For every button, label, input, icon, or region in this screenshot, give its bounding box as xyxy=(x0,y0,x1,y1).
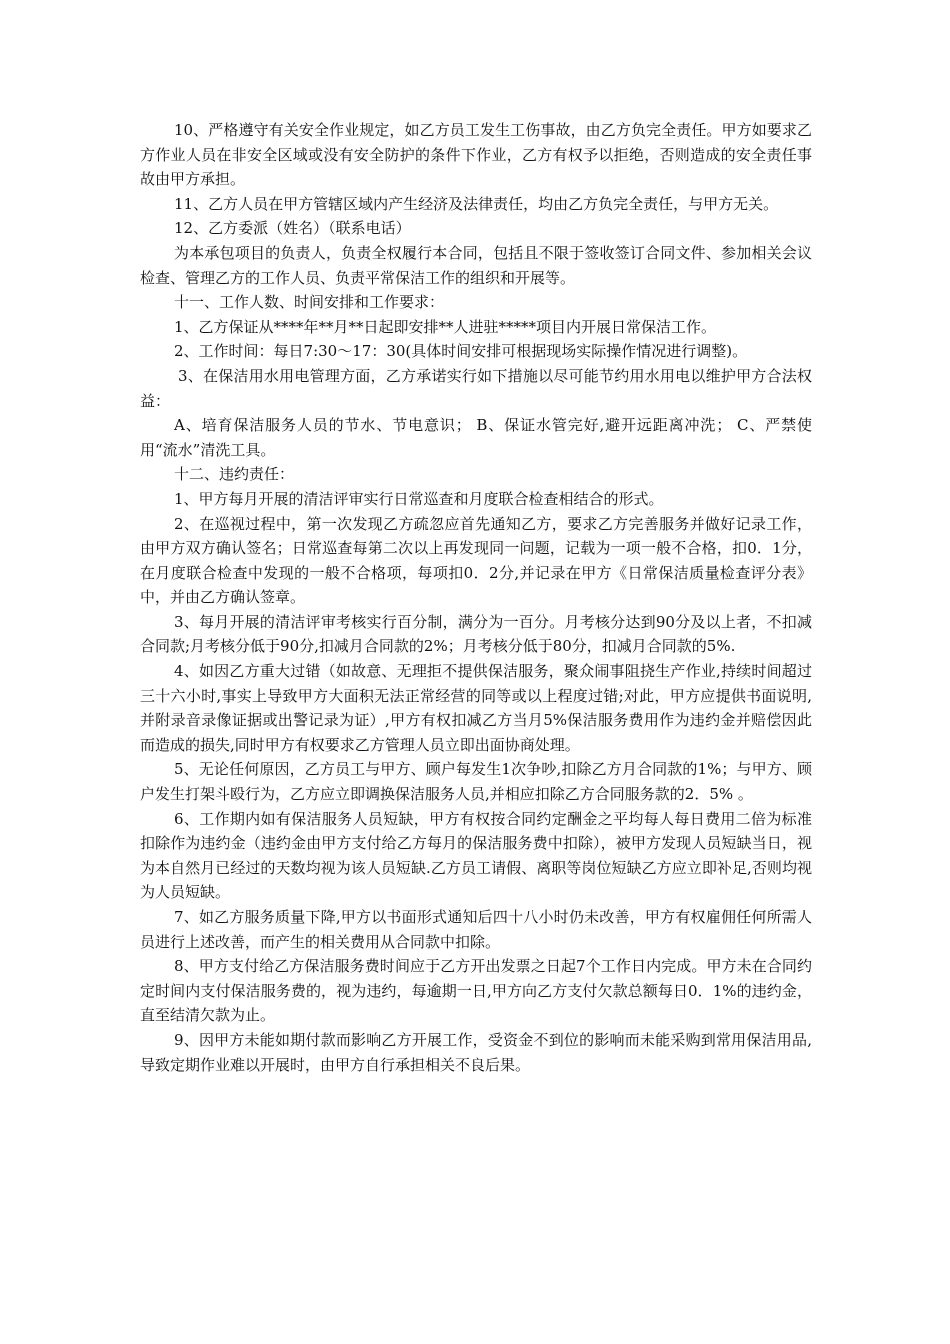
document-body xyxy=(140,118,812,1077)
section-11-item-3-measures: A、培育保洁服务人员的节水、节电意识； B、保证水管完好,避开远距离冲洗； C、严禁使用“流水”清洗工具。 xyxy=(140,416,812,459)
section-12-heading: 十二、违约责任： xyxy=(174,465,295,484)
section-12-item-8: 8、甲方支付给乙方保洁服务费时间应于乙方开出发票之日起7个工作日内完成。甲方未在合同约定时间内支付保洁服务费的，视为违约，每逾期一日,甲方向乙方支付欠款总额每日0．1%的违约金，直至结清欠款为止。 xyxy=(140,957,812,1025)
section-12-item-6: 6、工作期内如有保洁服务人员短缺，甲方有权按合同约定酬金之平均每人每日费用二倍为标准扣除作为违约金（违约金由甲方支付给乙方每月的保洁服务费中扣除），被甲方发现人员短缺当日，视为本自然月已经过的天数均视为该人员短缺.乙方员工请假、离职等岗位短缺乙方应立即补足,否则均视为人员短缺。 xyxy=(140,809,812,902)
clause-10-safety: 10、严格遵守有关安全作业规定，如乙方员工发生工伤事故，由乙方负完全责任。甲方如要求乙方作业人员在非安全区域或没有安全防护的条件下作业，乙方有权予以拒绝，否则造成的安全责任事故由甲方承担。 xyxy=(140,121,812,189)
section-12-item-5: 5、无论任何原因，乙方员工与甲方、顾户每发生1次争吵,扣除乙方月合同款的1%；与甲方、顾户发生打架斗殴行为，乙方应立即调换保洁服务人员,并相应扣除乙方合同服务款的2．5% 。 xyxy=(140,760,812,804)
section-12-item-3: 3、每月开展的清洁评审考核实行百分制，满分为一百分。月考核分达到90分及以上者，不扣减合同款;月考核分低于90分,扣减月合同款的2%；月考核分低于80分，扣减月合同款的5%. xyxy=(140,612,812,656)
clause-11-liability: 11、乙方人员在甲方管辖区域内产生经济及法律责任，均由乙方负完全责任，与甲方无关。 xyxy=(174,194,779,213)
section-11-heading: 十一、工作人数、时间安排和工作要求： xyxy=(174,293,445,312)
clause-12-appointee: 12、乙方委派（姓名）（联系电话） xyxy=(174,219,411,238)
section-12-item-4: 4、如因乙方重大过错（如故意、无理拒不提供保洁服务，聚众闹事阻挠生产作业,持续时间超过三十六小时,事实上导致甲方大面积无法正常经营的同等或以上程度过错;对此，甲方应提供书面说明,并附录音录像证据或出警记录为证）,甲方有权扣减乙方当月5%保洁服务费用作为违约金并赔偿因此而造成的损失,同时甲方有权要求乙方管理人员立即出面协商处理。 xyxy=(140,662,812,754)
section-12-item-1: 1、甲方每月开展的清洁评审实行日常巡查和月度联合检查相结合的形式。 xyxy=(174,489,664,508)
section-12-item-2: 2、在巡视过程中，第一次发现乙方疏忽应首先通知乙方，要求乙方完善服务并做好记录工作，由甲方双方确认签名；日常巡查每第二次以上再发现同一问题，记载为一项一般不合格，扣0．1分，在月度联合检查中发现的一般不合格项，每项扣0．2分,并记录在甲方《日常保洁质量检查评分表》中，并由乙方确认签章。 xyxy=(140,514,812,607)
section-12-item-7: 7、如乙方服务质量下降,甲方以书面形式通知后四十八小时仍未改善，甲方有权雇佣任何所需人员进行上述改善，而产生的相关费用从合同款中扣除。 xyxy=(140,908,812,951)
section-11-item-2: 2、工作时间：每日7:30～17：30(具体时间安排可根据现场实际操作情况进行调整)。 xyxy=(174,342,748,361)
appointee-duties: 为本承包项目的负责人，负责全权履行本合同，包括且不限于签收签订合同文件、参加相关会议检查、管理乙方的工作人员、负责平常保洁工作的组织和开展等。 xyxy=(140,243,812,287)
section-11-item-1: 1、乙方保证从****年**月**日起即安排**人进驻*****项目内开展日常保洁工作。 xyxy=(174,317,717,336)
section-11-item-3: 3、在保洁用水用电管理方面，乙方承诺实行如下措施以尽可能节约用水用电以维护甲方合法权益： xyxy=(140,366,812,410)
section-12-item-9: 9、因甲方未能如期付款而影响乙方开展工作，受资金不到位的影响而未能采购到常用保洁用品,导致定期作业难以开展时，由甲方自行承担相关不良后果。 xyxy=(140,1030,812,1074)
